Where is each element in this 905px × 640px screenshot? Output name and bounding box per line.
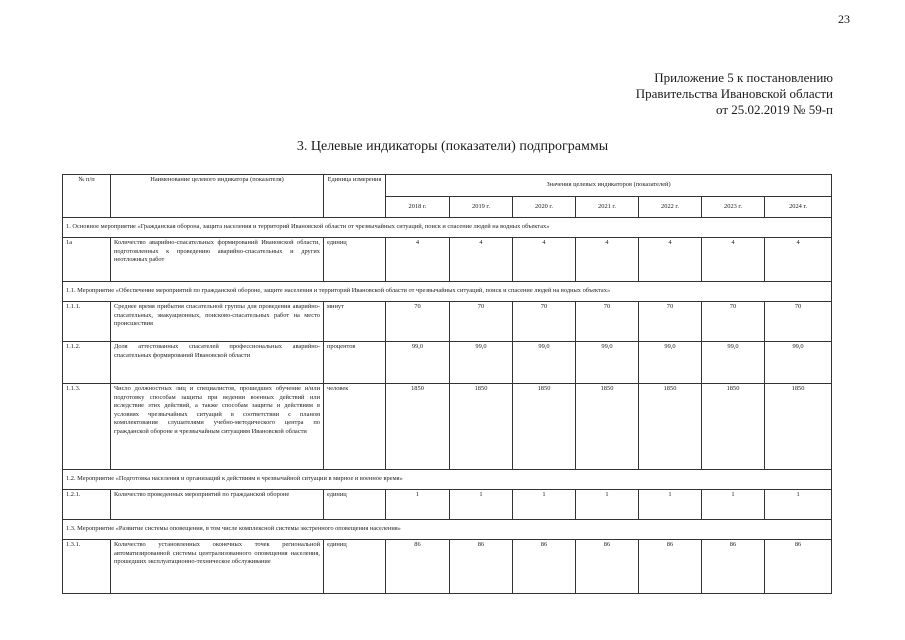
row-unit: минут: [324, 302, 386, 342]
row-value: 4: [639, 238, 702, 282]
row-indicator-name: Среднее время прибытия спасательной группы для проведения аварийно-спасательных, эвакуационных, поисково-спасательных работ на место происшествия: [111, 302, 324, 342]
row-indicator-name: Число должностных лиц и специалистов, прошедших обучение и/или подготовку способам защиты при ведении военных действий или вследствие этих действий, а также способам защиты и действиям в условиях чрезвычайных ситуаций в соответствии с планом комплектования слушателями учебно-методического центра по гражданской обороне и чрезвычайным ситуациям Ивановской области: [111, 384, 324, 470]
row-value: 99,0: [386, 342, 450, 384]
row-value: 1850: [576, 384, 639, 470]
table-row: [63, 490, 832, 520]
section-row: [63, 282, 832, 302]
row-value: 1850: [765, 384, 832, 470]
row-value: 86: [576, 540, 639, 594]
row-value: 4: [386, 238, 450, 282]
row-num: 1.2.1.: [63, 490, 111, 520]
row-value: 1: [639, 490, 702, 520]
header-year: 2022 г.: [639, 197, 702, 218]
row-unit: единиц: [324, 540, 386, 594]
row-value: 1850: [702, 384, 765, 470]
table-row: [63, 342, 832, 384]
row-indicator-name: Количество проведенных мероприятий по гражданской обороне: [111, 490, 324, 520]
header-row-1: [63, 175, 832, 197]
header-values-group: Значения целевых индикаторов (показателей): [386, 175, 832, 197]
row-value: 70: [765, 302, 832, 342]
appendix-line-3: от 25.02.2019 № 59-п: [716, 102, 833, 117]
section-title: 3. Целевые индикаторы (показатели) подпрограммы: [296, 139, 609, 154]
row-value: 4: [702, 238, 765, 282]
section-1-label: 1. Основное мероприятие «Гражданская оборона, защита населения и территорий Ивановской области от чрезвычайных ситуаций, поиск и спасение людей на водных объектах»: [63, 218, 832, 238]
row-value: 1850: [513, 384, 576, 470]
section-1-2-label: 1.2. Мероприятие «Подготовка населения и организаций к действиям в чрезвычайной ситуации в мирное и военное время»: [63, 470, 832, 490]
row-value: 1: [450, 490, 513, 520]
row-num: 1.3.1.: [63, 540, 111, 594]
indicators-table: [62, 174, 832, 594]
table-row: [63, 302, 832, 342]
header-unit: Единица измерения: [324, 175, 386, 218]
row-unit: человек: [324, 384, 386, 470]
row-value: 86: [386, 540, 450, 594]
row-num: 1.1.1.: [63, 302, 111, 342]
row-value: 1: [513, 490, 576, 520]
row-num: 1.1.3.: [63, 384, 111, 470]
page-number: 23: [838, 12, 850, 26]
row-value: 1: [576, 490, 639, 520]
row-value: 86: [765, 540, 832, 594]
appendix-header: [636, 70, 833, 118]
row-value: 70: [576, 302, 639, 342]
header-name: Наименование целевого индикатора (показателя): [111, 175, 324, 218]
section-1-1-label: 1.1. Мероприятие «Обеспечение мероприятий по гражданской обороне, защите населения и территорий Ивановской области от чрезвычайных ситуаций, поиск и спасение людей на водных объектах»: [63, 282, 832, 302]
row-value: 70: [386, 302, 450, 342]
section-row: [63, 520, 832, 540]
row-value: 1: [702, 490, 765, 520]
row-unit: единиц: [324, 238, 386, 282]
row-value: 99,0: [450, 342, 513, 384]
row-value: 70: [639, 302, 702, 342]
row-num: 1а: [63, 238, 111, 282]
table-row: [63, 540, 832, 594]
row-unit: единиц: [324, 490, 386, 520]
row-value: 4: [450, 238, 513, 282]
row-value: 70: [513, 302, 576, 342]
header-year: 2020 г.: [513, 197, 576, 218]
header-year: 2021 г.: [576, 197, 639, 218]
row-value: 86: [450, 540, 513, 594]
row-value: 99,0: [639, 342, 702, 384]
row-value: 70: [450, 302, 513, 342]
header-year: 2024 г.: [765, 197, 832, 218]
section-1-3-label: 1.3. Мероприятие «Развитие системы оповещения, в том числе комплексной системы экстренного оповещения населения»: [63, 520, 832, 540]
row-unit: процентов: [324, 342, 386, 384]
header-year: 2018 г.: [386, 197, 450, 218]
header-num: № п/п: [63, 175, 111, 218]
row-value: 1850: [386, 384, 450, 470]
table-row: [63, 384, 832, 470]
row-value: 86: [639, 540, 702, 594]
row-value: 1850: [639, 384, 702, 470]
row-indicator-name: Доля аттестованных спасателей профессиональных аварийно-спасательных формирований Ивановской области: [111, 342, 324, 384]
row-value: 1: [765, 490, 832, 520]
row-num: 1.1.2.: [63, 342, 111, 384]
row-indicator-name: Количество установленных оконечных точек региональной автоматизированной системы централизованного оповещения населения, прошедших эксплуатационно-техническое обслуживание: [111, 540, 324, 594]
row-value: 1: [386, 490, 450, 520]
section-row: [63, 470, 832, 490]
appendix-line-2: Правительства Ивановской области: [635, 86, 833, 101]
appendix-line-1: Приложение 5 к постановлению: [654, 70, 833, 85]
row-value: 1850: [450, 384, 513, 470]
row-value: 99,0: [513, 342, 576, 384]
section-row: [63, 218, 832, 238]
row-value: 4: [765, 238, 832, 282]
row-value: 99,0: [702, 342, 765, 384]
row-value: 4: [576, 238, 639, 282]
header-year: 2019 г.: [450, 197, 513, 218]
row-value: 99,0: [576, 342, 639, 384]
row-value: 99,0: [765, 342, 832, 384]
row-value: 70: [702, 302, 765, 342]
row-value: 4: [513, 238, 576, 282]
header-year: 2023 г.: [702, 197, 765, 218]
row-indicator-name: Количество аварийно-спасательных формирований Ивановской области, подготовленных к проведению аварийно-спасательных и других неотложных работ: [111, 238, 324, 282]
row-value: 86: [513, 540, 576, 594]
row-value: 86: [702, 540, 765, 594]
table-row: [63, 238, 832, 282]
